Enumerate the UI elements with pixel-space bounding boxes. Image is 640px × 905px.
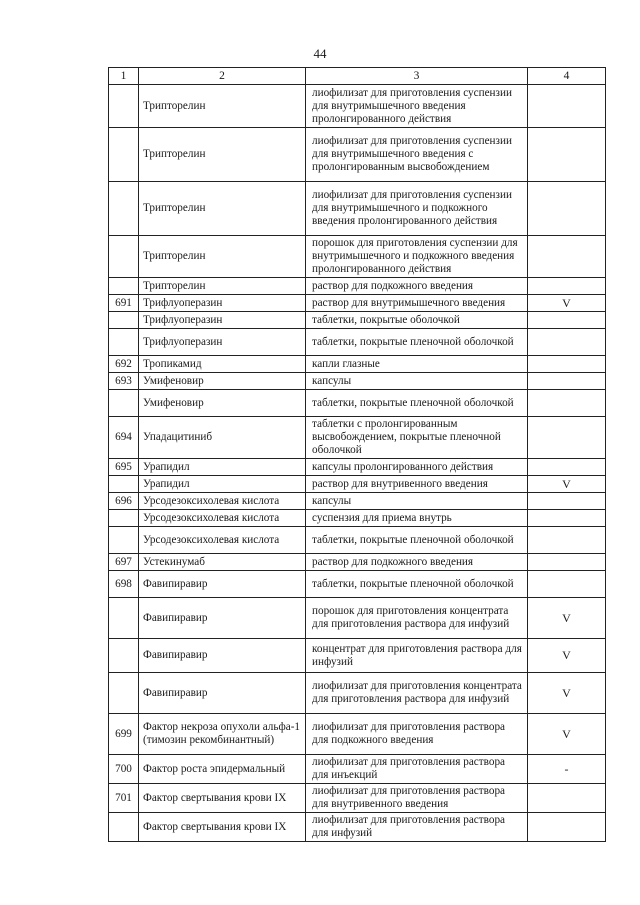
dosage-form-cell: лиофилизат для приготовления раствора для инфузий	[306, 813, 528, 842]
row-number-cell	[109, 85, 139, 128]
vital-mark-cell	[528, 236, 606, 278]
vital-mark-cell	[528, 373, 606, 390]
table-row	[109, 128, 606, 182]
dosage-form-cell: капсулы пролонгированного действия	[306, 459, 528, 476]
drug-name-cell: Трифлуоперазин	[139, 295, 306, 312]
table-body	[109, 85, 606, 842]
drug-name-cell: Урсодезоксихолевая кислота	[139, 493, 306, 510]
dosage-form-cell: порошок для приготовления концентрата для приготовления раствора для инфузий	[306, 598, 528, 639]
vital-mark-cell: V	[528, 598, 606, 639]
vital-mark-cell	[528, 527, 606, 554]
dosage-form-cell: капсулы	[306, 373, 528, 390]
table-row	[109, 373, 606, 390]
vital-mark-cell	[528, 417, 606, 459]
dosage-form-cell: лиофилизат для приготовления суспензии для внутримышечного введения с пролонгированным высвобождением	[306, 128, 528, 182]
column-header-3: 3	[306, 68, 528, 85]
dosage-form-cell: таблетки, покрытые пленочной оболочкой	[306, 390, 528, 417]
row-number-cell	[109, 598, 139, 639]
row-number-cell	[109, 813, 139, 842]
vital-mark-cell	[528, 493, 606, 510]
vital-mark-cell	[528, 784, 606, 813]
vital-mark-cell	[528, 813, 606, 842]
dosage-form-cell: порошок для приготовления суспензии для внутримышечного и подкожного введения пролонгированного действия	[306, 236, 528, 278]
row-number-cell	[109, 639, 139, 673]
dosage-form-cell: таблетки, покрытые пленочной оболочкой	[306, 571, 528, 598]
row-number-cell	[109, 278, 139, 295]
row-number-cell: 701	[109, 784, 139, 813]
vital-mark-cell: V	[528, 295, 606, 312]
table-row	[109, 598, 606, 639]
dosage-form-cell: лиофилизат для приготовления суспензии для внутримышечного и подкожного введения пролонгированного действия	[306, 182, 528, 236]
drug-name-cell: Фактор свертывания крови IX	[139, 784, 306, 813]
vital-mark-cell	[528, 182, 606, 236]
row-number-cell	[109, 527, 139, 554]
drug-name-cell: Урапидил	[139, 459, 306, 476]
drug-table	[108, 67, 606, 842]
drug-name-cell: Умифеновир	[139, 390, 306, 417]
vital-mark-cell	[528, 329, 606, 356]
table-row	[109, 493, 606, 510]
vital-mark-cell	[528, 510, 606, 527]
row-number-cell: 698	[109, 571, 139, 598]
drug-name-cell: Трифлуоперазин	[139, 329, 306, 356]
dosage-form-cell: раствор для подкожного введения	[306, 278, 528, 295]
vital-mark-cell: -	[528, 755, 606, 784]
dosage-form-cell: суспензия для приема внутрь	[306, 510, 528, 527]
dosage-form-cell: таблетки с пролонгированным высвобождением, покрытые пленочной оболочкой	[306, 417, 528, 459]
row-number-cell: 693	[109, 373, 139, 390]
table-row	[109, 476, 606, 493]
row-number-cell	[109, 182, 139, 236]
table-row	[109, 417, 606, 459]
dosage-form-cell: концентрат для приготовления раствора для инфузий	[306, 639, 528, 673]
row-number-cell: 696	[109, 493, 139, 510]
dosage-form-cell: лиофилизат для приготовления суспензии для внутримышечного введения пролонгированного действия	[306, 85, 528, 128]
vital-mark-cell	[528, 554, 606, 571]
row-number-cell	[109, 128, 139, 182]
row-number-cell	[109, 312, 139, 329]
dosage-form-cell: раствор для подкожного введения	[306, 554, 528, 571]
table-row	[109, 356, 606, 373]
vital-mark-cell	[528, 390, 606, 417]
column-header-4: 4	[528, 68, 606, 85]
dosage-form-cell: таблетки, покрытые оболочкой	[306, 312, 528, 329]
drug-name-cell: Устекинумаб	[139, 554, 306, 571]
drug-name-cell: Трипторелин	[139, 236, 306, 278]
row-number-cell: 697	[109, 554, 139, 571]
drug-name-cell: Фавипиравир	[139, 598, 306, 639]
table-row	[109, 813, 606, 842]
vital-mark-cell: V	[528, 476, 606, 493]
table-row	[109, 673, 606, 714]
vital-mark-cell: V	[528, 714, 606, 755]
table-row	[109, 295, 606, 312]
row-number-cell: 692	[109, 356, 139, 373]
drug-name-cell: Урсодезоксихолевая кислота	[139, 527, 306, 554]
dosage-form-cell: лиофилизат для приготовления раствора для внутривенного введения	[306, 784, 528, 813]
dosage-form-cell: лиофилизат для приготовления раствора для инъекций	[306, 755, 528, 784]
drug-name-cell: Тропикамид	[139, 356, 306, 373]
row-number-cell	[109, 236, 139, 278]
drug-name-cell: Умифеновир	[139, 373, 306, 390]
vital-mark-cell	[528, 85, 606, 128]
vital-mark-cell	[528, 459, 606, 476]
row-number-cell: 699	[109, 714, 139, 755]
row-number-cell: 691	[109, 295, 139, 312]
drug-name-cell: Фавипиравир	[139, 673, 306, 714]
row-number-cell	[109, 476, 139, 493]
column-header-2: 2	[139, 68, 306, 85]
dosage-form-cell: таблетки, покрытые пленочной оболочкой	[306, 527, 528, 554]
row-number-cell: 694	[109, 417, 139, 459]
vital-mark-cell	[528, 312, 606, 329]
drug-name-cell: Упадацитиниб	[139, 417, 306, 459]
table-row	[109, 236, 606, 278]
table-row	[109, 390, 606, 417]
table-row	[109, 312, 606, 329]
vital-mark-cell	[528, 128, 606, 182]
dosage-form-cell: лиофилизат для приготовления раствора для подкожного введения	[306, 714, 528, 755]
table-row	[109, 714, 606, 755]
column-header-1: 1	[109, 68, 139, 85]
drug-name-cell: Урапидил	[139, 476, 306, 493]
drug-name-cell: Фавипиравир	[139, 571, 306, 598]
table-row	[109, 755, 606, 784]
table-row	[109, 329, 606, 356]
table-row	[109, 639, 606, 673]
vital-mark-cell	[528, 356, 606, 373]
dosage-form-cell: таблетки, покрытые пленочной оболочкой	[306, 329, 528, 356]
dosage-form-cell: лиофилизат для приготовления концентрата для приготовления раствора для инфузий	[306, 673, 528, 714]
table-row	[109, 510, 606, 527]
drug-name-cell: Трипторелин	[139, 128, 306, 182]
table-header-row	[109, 68, 606, 85]
drug-name-cell: Трипторелин	[139, 278, 306, 295]
row-number-cell	[109, 390, 139, 417]
row-number-cell	[109, 673, 139, 714]
dosage-form-cell: капсулы	[306, 493, 528, 510]
row-number-cell	[109, 510, 139, 527]
drug-name-cell: Трифлуоперазин	[139, 312, 306, 329]
table-row	[109, 278, 606, 295]
dosage-form-cell: капли глазные	[306, 356, 528, 373]
table-row	[109, 784, 606, 813]
vital-mark-cell: V	[528, 639, 606, 673]
row-number-cell: 695	[109, 459, 139, 476]
table-row	[109, 571, 606, 598]
drug-name-cell: Фавипиравир	[139, 639, 306, 673]
row-number-cell	[109, 329, 139, 356]
table-row	[109, 182, 606, 236]
table-row	[109, 85, 606, 128]
drug-name-cell: Трипторелин	[139, 85, 306, 128]
row-number-cell: 700	[109, 755, 139, 784]
dosage-form-cell: раствор для внутримышечного введения	[306, 295, 528, 312]
dosage-form-cell: раствор для внутривенного введения	[306, 476, 528, 493]
drug-name-cell: Фактор некроза опухоли альфа-1 (тимозин рекомбинантный)	[139, 714, 306, 755]
drug-name-cell: Трипторелин	[139, 182, 306, 236]
drug-name-cell: Фактор свертывания крови IX	[139, 813, 306, 842]
drug-name-cell: Фактор роста эпидермальный	[139, 755, 306, 784]
vital-mark-cell: V	[528, 673, 606, 714]
vital-mark-cell	[528, 571, 606, 598]
table-row	[109, 554, 606, 571]
vital-mark-cell	[528, 278, 606, 295]
page-number: 44	[313, 46, 327, 61]
table-row	[109, 459, 606, 476]
drug-name-cell: Урсодезоксихолевая кислота	[139, 510, 306, 527]
table-row	[109, 527, 606, 554]
